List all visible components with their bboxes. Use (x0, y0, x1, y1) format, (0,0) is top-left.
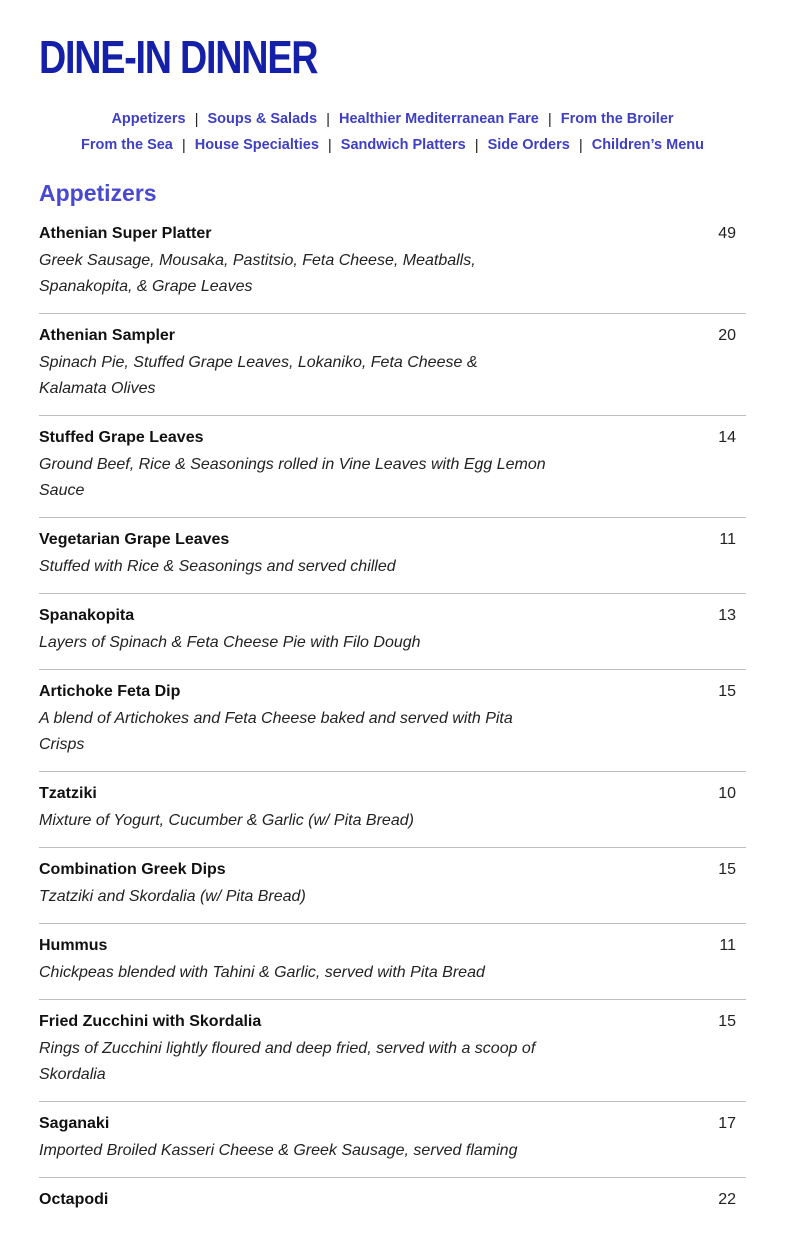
item-price: 15 (718, 683, 736, 700)
nav-separator: | (578, 136, 583, 154)
menu-item (39, 222, 746, 314)
nav-separator: | (327, 136, 332, 154)
nav-separator: | (181, 136, 186, 154)
nav-row-1 (39, 106, 746, 132)
item-price: 13 (718, 607, 736, 624)
menu-item (39, 1112, 746, 1178)
nav-link-side-orders[interactable]: Side Orders (487, 137, 570, 153)
item-price: 14 (718, 429, 736, 446)
item-description: Chickpeas blended with Tahini & Garlic, served with Pita Bread (39, 964, 485, 981)
item-price: 20 (718, 327, 736, 344)
item-price: 10 (718, 785, 736, 802)
nav-link-soups-salads[interactable]: Soups & Salads (207, 111, 318, 127)
menu-item (39, 1188, 746, 1227)
category-nav (39, 106, 746, 158)
item-price: 15 (718, 1013, 736, 1030)
item-name: Artichoke Feta Dip (39, 683, 181, 700)
nav-separator: | (326, 110, 330, 128)
item-price: 11 (719, 531, 736, 548)
item-name: Fried Zucchini with Skordalia (39, 1013, 262, 1030)
item-name: Tzatziki (39, 785, 97, 802)
menu-item (39, 782, 746, 848)
menu-item (39, 528, 746, 594)
menu-item (39, 324, 746, 416)
item-price: 22 (718, 1191, 736, 1208)
nav-link-from-the-broiler[interactable]: From the Broiler (560, 111, 674, 127)
item-name: Octapodi (39, 1191, 109, 1208)
item-price: 11 (719, 937, 736, 954)
item-description: Imported Broiled Kasseri Cheese & Greek Sausage, served flaming (39, 1142, 518, 1159)
item-description: Stuffed with Rice & Seasonings and served chilled (39, 558, 396, 575)
item-name: Saganaki (39, 1115, 110, 1132)
item-name: Athenian Sampler (39, 327, 176, 344)
nav-separator: | (547, 110, 552, 128)
item-description: Ground Beef, Rice & Seasonings rolled in Vine Leaves with Egg Lemon Sauce (39, 456, 546, 499)
item-description: Mixture of Yogurt, Cucumber & Garlic (w/ Pita Bread) (39, 812, 414, 829)
item-name: Stuffed Grape Leaves (39, 429, 204, 446)
section-title: Appetizers (39, 180, 157, 206)
nav-separator: | (194, 110, 199, 128)
nav-link-sandwich-platters[interactable]: Sandwich Platters (340, 137, 466, 153)
item-price: 15 (718, 861, 736, 878)
nav-link-house-specialties[interactable]: House Specialties (194, 137, 319, 153)
item-name: Hummus (39, 937, 108, 954)
menu-title: DINE-IN DINNER (39, 31, 318, 83)
menu-item (39, 934, 746, 1000)
item-description: Greek Sausage, Mousaka, Pastitsio, Feta Cheese, Meatballs, Spanakopita, & Grape Leaves (39, 252, 476, 295)
menu-item-list (39, 222, 746, 1237)
item-price: 49 (718, 225, 736, 242)
item-description: Tzatziki and Skordalia (w/ Pita Bread) (39, 888, 306, 905)
menu-item (39, 1010, 746, 1102)
item-description: Layers of Spinach & Feta Cheese Pie with Filo Dough (39, 634, 421, 651)
item-description: Rings of Zucchini lightly floured and deep fried, served with a scoop of Skordalia (39, 1040, 536, 1083)
item-name: Combination Greek Dips (39, 861, 226, 878)
item-description: Spinach Pie, Stuffed Grape Leaves, Lokaniko, Feta Cheese & Kalamata Olives (39, 354, 478, 397)
nav-separator: | (474, 136, 479, 154)
menu-item (39, 604, 746, 670)
item-description: A blend of Artichokes and Feta Cheese baked and served with Pita Crisps (39, 710, 513, 753)
nav-link-childrens-menu[interactable]: Children’s Menu (591, 137, 704, 153)
item-name: Spanakopita (39, 607, 135, 624)
item-name: Vegetarian Grape Leaves (39, 531, 230, 548)
menu-item (39, 426, 746, 518)
item-name: Athenian Super Platter (39, 225, 212, 242)
nav-link-appetizers[interactable]: Appetizers (111, 111, 186, 127)
nav-link-healthier-mediterranean[interactable]: Healthier Mediterranean Fare (338, 111, 539, 127)
nav-row-2 (39, 132, 746, 158)
item-price: 17 (718, 1115, 736, 1132)
menu-item (39, 858, 746, 924)
nav-link-from-the-sea[interactable]: From the Sea (81, 137, 173, 153)
menu-item (39, 680, 746, 772)
